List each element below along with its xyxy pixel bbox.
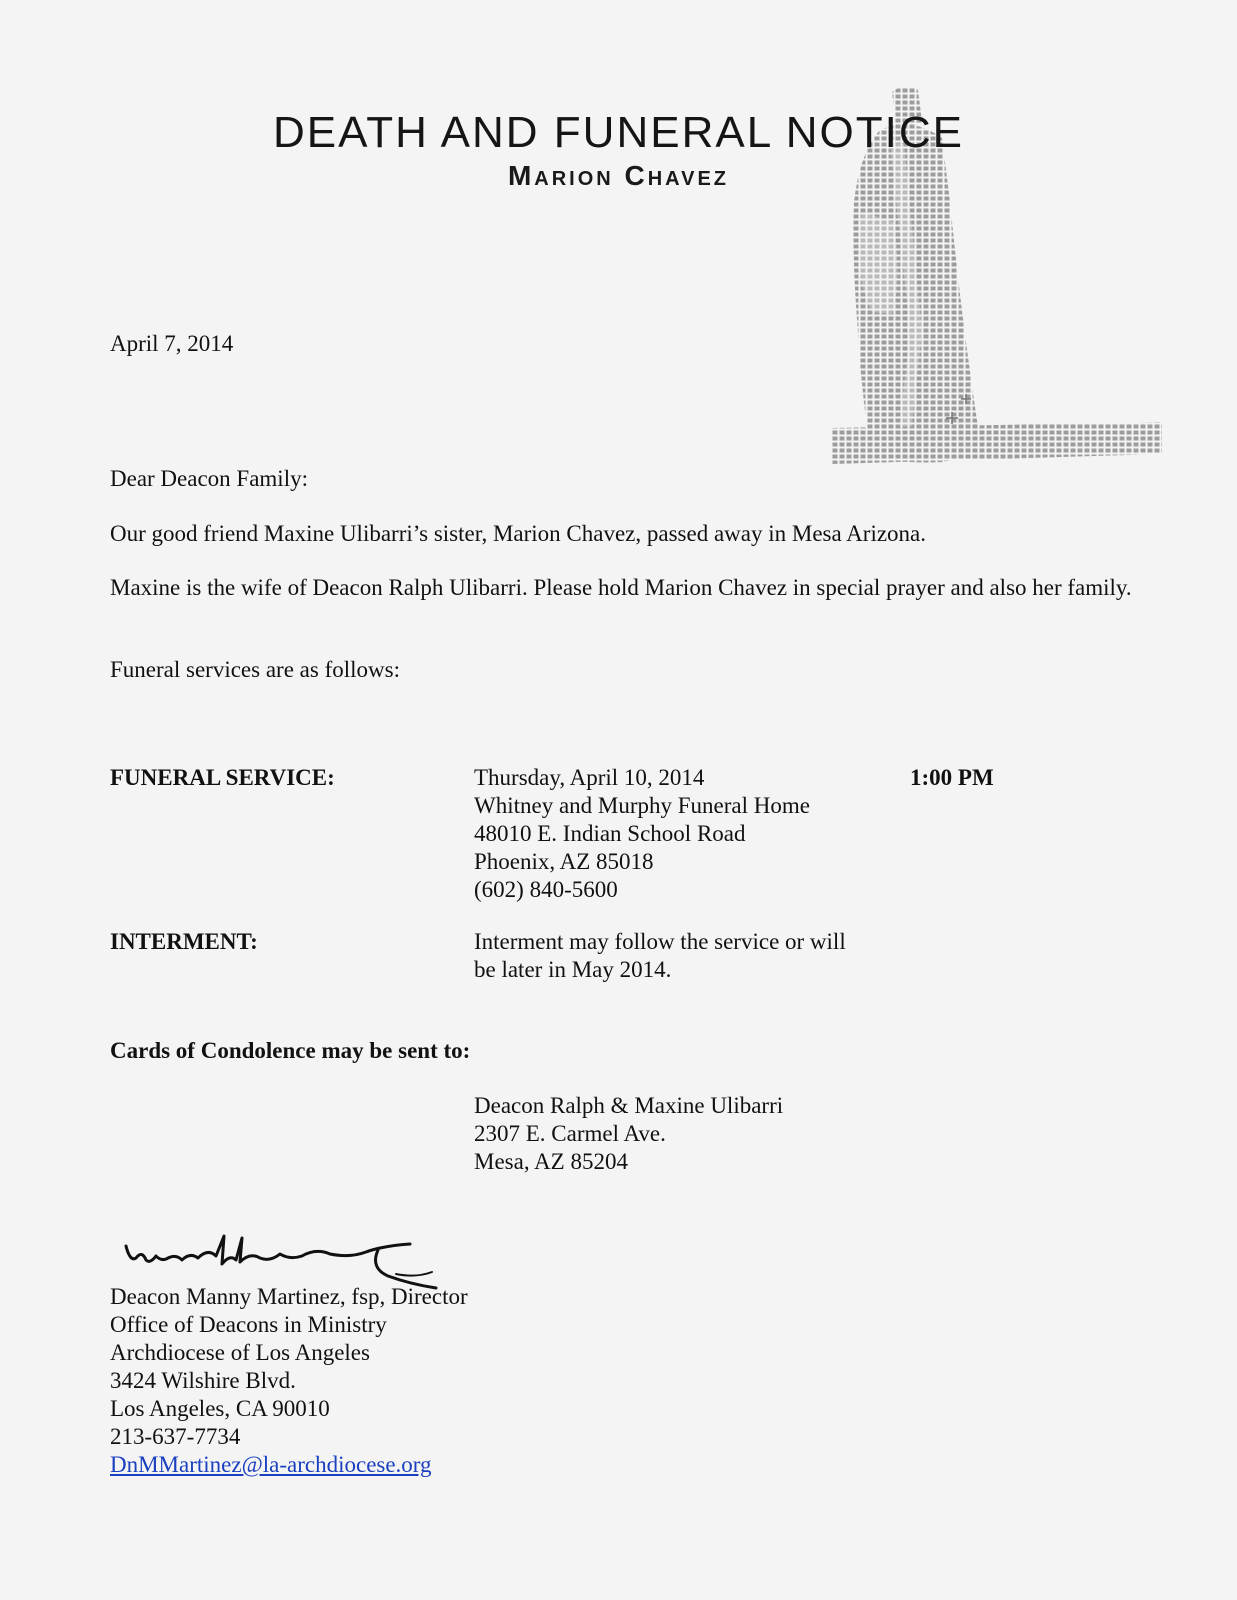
service-time: 1:00 PM bbox=[910, 765, 994, 790]
sender-email-link[interactable]: DnMMartinez@la-archdiocese.org bbox=[110, 1452, 432, 1477]
condolence-street: 2307 E. Carmel Ave. bbox=[474, 1121, 666, 1146]
interment-label: INTERMENT: bbox=[110, 929, 258, 954]
funeral-service-label: FUNERAL SERVICE: bbox=[110, 765, 335, 790]
sender-archdiocese: Archdiocese of Los Angeles bbox=[110, 1340, 370, 1365]
salutation: Dear Deacon Family: bbox=[110, 466, 308, 491]
sender-street: 3424 Wilshire Blvd. bbox=[110, 1368, 296, 1393]
interment-details bbox=[474, 928, 846, 984]
service-phone: (602) 840-5600 bbox=[474, 877, 618, 902]
deceased-name: Marion Chavez bbox=[507, 160, 730, 191]
service-street: 48010 E. Indian School Road bbox=[474, 821, 746, 846]
interment-line-1: Interment may follow the service or will bbox=[474, 929, 846, 954]
sender-block bbox=[110, 1283, 468, 1479]
condolence-city: Mesa, AZ 85204 bbox=[474, 1149, 628, 1174]
sender-phone: 213-637-7734 bbox=[110, 1424, 241, 1449]
notice-date: April 7, 2014 bbox=[110, 331, 234, 356]
service-date: Thursday, April 10, 2014 bbox=[474, 765, 705, 790]
service-venue: Whitney and Murphy Funeral Home bbox=[474, 793, 810, 818]
service-city: Phoenix, AZ 85018 bbox=[474, 849, 654, 874]
paragraph-1: Our good friend Maxine Ulibarri’s sister, Marion Chavez, passed away in Mesa Arizona. bbox=[110, 521, 927, 546]
sender-city: Los Angeles, CA 90010 bbox=[110, 1396, 330, 1421]
paragraph-3: Funeral services are as follows: bbox=[110, 657, 400, 682]
paragraph-2: Maxine is the wife of Deacon Ralph Ulibarri. Please hold Marion Chavez in special prayer and also her family. bbox=[110, 575, 1132, 600]
condolence-recipient: Deacon Ralph & Maxine Ulibarri bbox=[474, 1093, 784, 1118]
sender-office: Office of Deacons in Ministry bbox=[110, 1312, 387, 1337]
condolence-heading: Cards of Condolence may be sent to: bbox=[110, 1038, 471, 1063]
condolence-address bbox=[474, 1092, 783, 1176]
interment-line-2: be later in May 2014. bbox=[474, 957, 672, 982]
page-title: DEATH AND FUNERAL NOTICE bbox=[273, 108, 964, 157]
funeral-service-details bbox=[474, 764, 810, 904]
sender-name: Deacon Manny Martinez, fsp, Director bbox=[110, 1284, 468, 1309]
